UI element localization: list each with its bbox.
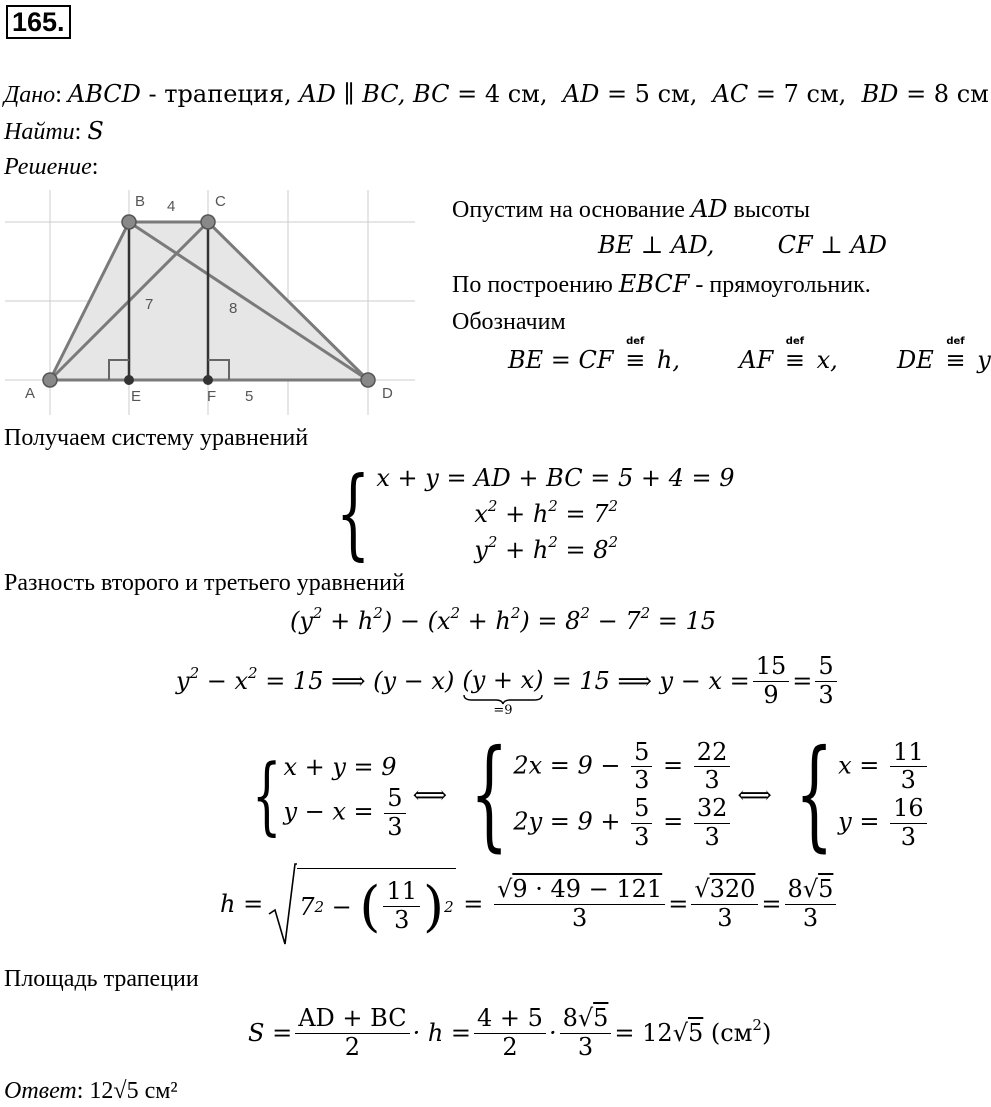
system-b: { 2x = 9 − $\frac{5}{3}$ = $\frac{22}{3}$ 2y = 9 + $\frac{5}{3}$ = $\frac{32}{3}$	[451, 735, 733, 855]
system-line-3: $y^2 + h^2 = 8^2$	[474, 533, 619, 564]
label-f: F	[207, 388, 217, 405]
step1-text: Опустим на основание AD высоты	[452, 195, 810, 223]
system-a: { x + y = 9 y − x = $\frac{5}{3}$	[240, 749, 409, 841]
given-text: ABCD - трапеция, AD ∥ BC, BC = 4 см, AD = 5 см, AC = 7 см, BD = 8 см	[67, 80, 989, 108]
label-c: C	[215, 193, 226, 210]
system-equations: { x + y = AD + BC = 5 + 4 = 9 $x^2 + h^2 = 7^2$ $y^2 + h^2 = 8^2$	[336, 457, 735, 571]
area-intro: Площадь трапеции	[4, 966, 199, 992]
find-var: S	[87, 117, 104, 145]
system-intro: Получаем систему уравнений	[4, 425, 309, 451]
find-label: Найти	[4, 119, 75, 145]
step3-text: Обозначим	[452, 309, 566, 335]
def-mark: def	[785, 336, 805, 347]
label-bd-length: 8	[229, 300, 238, 317]
def-mark: def	[626, 336, 645, 347]
label-b: B	[135, 193, 146, 210]
point-c	[201, 215, 215, 229]
point-d	[361, 373, 375, 387]
solution-heading: Решение:	[4, 154, 99, 180]
factorization-equation: $y^2 - x^2 = 15$ ⟹ (y − x) (y + x) =9 = 15 ⟹ y − x = $\frac{15}{9}$ = $\frac{5}{3}$	[176, 644, 840, 718]
point-f	[203, 375, 213, 385]
given-line: Дано: ABCD - трапеция, AD ∥ BC, BC = 4 см, AD = 5 см, AC = 7 см, BD = 8 см	[4, 80, 989, 108]
height-equation: h = 7 2 − ( $\frac{11}{3}$ ) 2 = $\frac{√9 \cdot 49 - 121}{3}$ = $\frac{√320}{3}$ = $\frac{8√5}{3}$	[220, 862, 839, 946]
solving-systems: { x + y = 9 y − x = $\frac{5}{3}$ ⟺ { 2x = 9 − $\frac{5}{3}$ = $\frac{22}{3}$ 2y = 9 + $\frac{5}{3}$ = $\frac{32}{3}$ ⟺ { x = $\frac{11}{3}$ y = $\frac{16}{3}$	[240, 735, 930, 855]
height-cf-statement: CF ⊥ AD	[777, 231, 888, 259]
def-mark: def	[946, 336, 965, 347]
task-number: 165.	[6, 5, 71, 39]
label-e: E	[131, 388, 142, 405]
answer-label: Ответ	[4, 1078, 77, 1104]
underbrace-group: (y + x) =9	[462, 666, 544, 718]
find-line: Найти: S	[4, 117, 104, 145]
area-equation: S = $\frac{AD + BC}{2}$ · h = $\frac{4 + 5}{2}$ · $\frac{8√5}{3}$ = 12√5 $(см^2)$	[248, 1004, 772, 1061]
difference-equation: $(y^2 + h^2) - (x^2 + h^2) = 8^2 - 7^2 = 15$	[290, 604, 717, 635]
label-bc-length: 4	[167, 198, 176, 215]
point-e	[124, 375, 134, 385]
label-a: A	[25, 385, 36, 402]
system-c: { x = $\frac{11}{3}$ y = $\frac{16}{3}$	[776, 735, 930, 855]
label-d: D	[382, 385, 393, 402]
step1-heights	[598, 231, 887, 259]
sqrt-sign-icon	[267, 862, 297, 946]
system-line-1: x + y = AD + BC = 5 + 4 = 9	[376, 464, 735, 492]
underbrace-note: =9	[493, 703, 513, 718]
difference-intro: Разность второго и третьего уравнений	[4, 570, 405, 596]
point-b	[122, 215, 136, 229]
trapezoid-figure	[5, 190, 415, 415]
step2-text: По построению EBCF - прямоугольник.	[452, 270, 871, 298]
step3-definitions: BE = CF ≡ def h, AF ≡ def x, DE ≡ def y	[508, 336, 991, 374]
answer-line: Ответ: 12√5 см²	[4, 1078, 178, 1104]
height-be-statement: BE ⊥ AD,	[598, 231, 715, 259]
given-label: Дано	[4, 82, 56, 108]
point-a	[43, 373, 57, 387]
answer-value: 12√5 см²	[89, 1078, 178, 1104]
label-ac-length: 7	[145, 296, 154, 313]
solution-label: Решение	[4, 154, 92, 180]
label-fd-length: 5	[245, 388, 254, 405]
system-line-2: $x^2 + h^2 = 7^2$	[474, 497, 619, 528]
